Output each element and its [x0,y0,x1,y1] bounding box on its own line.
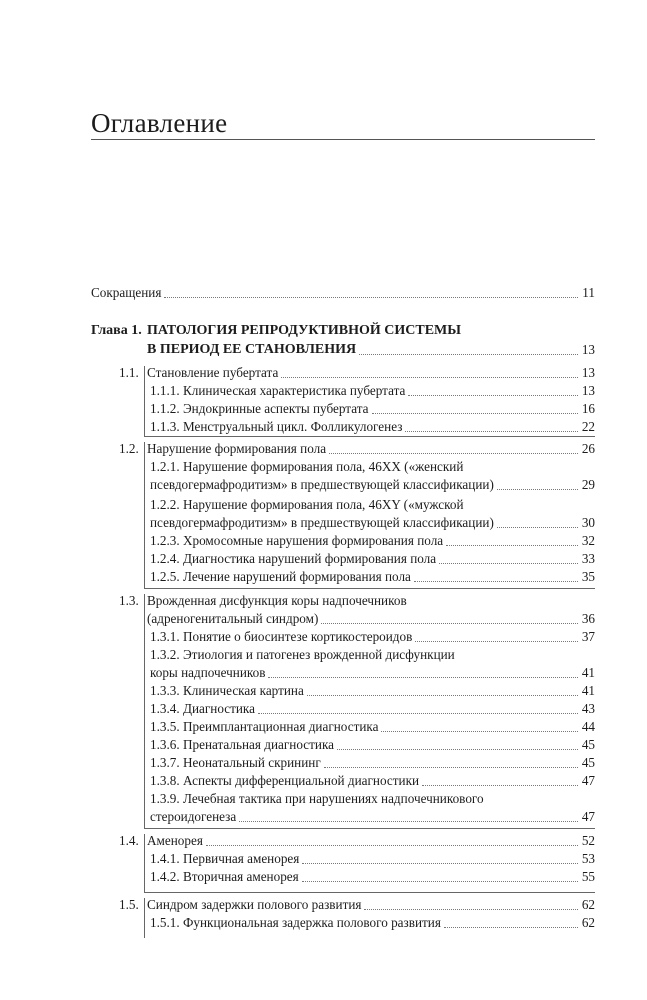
section-bracket-1-1 [144,366,145,436]
toc-entry-1-2-1-line1[interactable] [150,458,463,476]
entry-title: Эндокринные аспекты пубертата [182,401,369,416]
leader-dots [206,845,578,846]
entry-page: 43 [581,701,595,716]
leader-dots [414,581,578,582]
leader-dots [446,545,578,546]
entry-title: Этиология и патогенез врожденной дисфункции [182,647,455,662]
entry-page: 29 [581,477,595,492]
section-number: 1.4. [119,833,139,848]
leader-dots [359,354,578,355]
entry-number: 1.2.1. [150,459,180,474]
entry-number: 1.2.2. [150,497,180,512]
entry-page: 53 [581,851,595,866]
entry-title-continued: (адреногенитальный синдром) [147,611,319,626]
leader-dots [405,431,577,432]
entry-title-continued: коры надпочечников [150,665,266,680]
toc-entry-1-3-6[interactable] [150,736,595,754]
entry-page: 13 [581,342,595,357]
entry-title: Клиническая картина [182,683,304,698]
entry-title: Неонатальный скрининг [182,755,321,770]
entry-title: Сокращения [91,285,162,300]
leader-dots [408,395,577,396]
toc-entry-1-3-line1[interactable]: Врожденная дисфункция коры надпочечников [147,593,407,608]
toc-entry-1-3[interactable] [147,610,595,628]
leader-dots [364,909,577,910]
entry-page: 47 [581,809,595,824]
entry-page: 47 [581,773,595,788]
toc-entry-1-3-7[interactable] [150,754,595,772]
toc-entry-1-4[interactable] [147,832,595,850]
entry-title-continued: псевдогермафродитизм» в предшествующей классификации) [150,477,494,492]
entry-page: 55 [581,869,595,884]
entry-title: Понятие о биосинтезе кортикостероидов [182,629,413,644]
entry-number: 1.5.1. [150,915,180,930]
section-number: 1.1. [119,365,139,380]
leader-dots [321,623,577,624]
toc-entry-1-1[interactable] [147,364,595,382]
entry-page: 37 [581,629,595,644]
entry-number: 1.2.5. [150,569,180,584]
entry-title: Нарушение формирования пола, 46XX («женский [182,459,464,474]
entry-title: Диагностика [182,701,255,716]
section-rule-1-1 [144,436,595,437]
toc-entry-1-2-5[interactable] [150,568,595,586]
entry-title-continued: стероидогенеза [150,809,237,824]
toc-entry-1-2-3[interactable] [150,532,595,550]
toc-entry-1-5[interactable] [147,896,595,914]
entry-title: Первичная аменорея [182,851,300,866]
entry-title: Аменорея [147,833,203,848]
entry-title: Пренатальная диагностика [182,737,335,752]
leader-dots [444,927,578,928]
section-rule-1-4 [144,892,595,893]
entry-number: 1.3.5. [150,719,180,734]
toc-entry-1-2-2[interactable] [150,514,595,532]
leader-dots [422,785,578,786]
section-bracket-1-2 [144,442,145,588]
entry-title: Лечебная тактика при нарушениях надпочечникового [182,791,484,806]
entry-number: 1.3.3. [150,683,180,698]
leader-dots [324,767,578,768]
toc-entry-1-2-2-line1[interactable] [150,496,464,514]
entry-page: 32 [581,533,595,548]
toc-entry-1-3-3[interactable] [150,682,595,700]
toc-entry-1-3-4[interactable] [150,700,595,718]
entry-page: 13 [581,365,595,380]
leader-dots [381,731,577,732]
toc-entry-1-3-8[interactable] [150,772,595,790]
leader-dots [302,881,578,882]
chapter-title-line1[interactable]: ПАТОЛОГИЯ РЕПРОДУКТИВНОЙ СИСТЕМЫ [147,323,461,338]
leader-dots [372,413,578,414]
leader-dots [281,377,578,378]
entry-page: 13 [581,383,595,398]
entry-page: 45 [581,737,595,752]
entry-number: 1.3.6. [150,737,180,752]
chapter-label: Глава 1. [91,323,142,338]
leader-dots [239,821,578,822]
section-bracket-1-5 [144,898,145,938]
leader-dots [164,297,578,298]
section-number: 1.3. [119,593,139,608]
entry-title: Синдром задержки полового развития [147,897,362,912]
toc-entry-1-1-1[interactable] [150,382,595,400]
entry-page: 41 [581,683,595,698]
entry-title-continued: псевдогермафродитизм» в предшествующей классификации) [150,515,494,530]
toc-entry-abbreviations[interactable] [91,284,595,302]
entry-page: 45 [581,755,595,770]
toc-entry-1-3-2[interactable] [150,664,595,682]
toc-entry-1-1-2[interactable] [150,400,595,418]
toc-entry-1-3-1[interactable] [150,628,595,646]
entry-page: 41 [581,665,595,680]
entry-page: 30 [581,515,595,530]
entry-title: Лечение нарушений формирования пола [182,569,411,584]
entry-page: 11 [582,285,595,300]
toc-entry-1-5-1[interactable] [150,914,595,932]
entry-page: 22 [581,419,595,434]
entry-number: 1.1.3. [150,419,180,434]
entry-title: Менструальный цикл. Фолликулогенез [182,419,403,434]
section-rule-1-2 [144,588,595,589]
page-title: Оглавление [91,108,228,138]
toc-entry-1-4-1[interactable] [150,850,595,868]
entry-title: Вторичная аменорея [182,869,299,884]
toc-entry-1-4-2[interactable] [150,868,595,886]
entry-page: 33 [581,551,595,566]
entry-number: 1.1.2. [150,401,180,416]
entry-number: 1.3.2. [150,647,180,662]
entry-number: 1.3.1. [150,629,180,644]
toc-entry-1-3-5[interactable] [150,718,595,736]
entry-title: Нарушение формирования пола [147,441,327,456]
entry-page: 62 [581,897,595,912]
entry-number: 1.3.4. [150,701,180,716]
entry-number: 1.3.8. [150,773,180,788]
entry-title: Хромосомные нарушения формирования пола [182,533,444,548]
toc-entry-1-3-2-line1[interactable] [150,646,455,664]
entry-number: 1.2.3. [150,533,180,548]
toc-entry-1-2-1[interactable] [150,476,595,494]
entry-number: 1.3.7. [150,755,180,770]
entry-title: Аспекты дифференциальной диагностики [182,773,420,788]
leader-dots [497,527,578,528]
leader-dots [268,677,577,678]
section-bracket-1-3 [144,594,145,828]
entry-page: 26 [581,441,595,456]
entry-page: 16 [581,401,595,416]
leader-dots [329,453,578,454]
leader-dots [497,489,578,490]
entry-page: 44 [581,719,595,734]
entry-number: 1.1.1. [150,383,180,398]
leader-dots [337,749,578,750]
entry-title: Клиническая характеристика пубертата [182,383,406,398]
entry-title: Диагностика нарушений формирования пола [182,551,437,566]
leader-dots [258,713,578,714]
entry-page: 62 [581,915,595,930]
chapter-title-line2: В ПЕРИОД ЕЕ СТАНОВЛЕНИЯ [147,342,357,357]
toc-entry-1-2-4[interactable] [150,550,595,568]
section-number: 1.5. [119,897,139,912]
toc-entry-1-3-9-line1[interactable] [150,790,484,808]
entry-number: 1.3.9. [150,791,180,806]
entry-number: 1.4.2. [150,869,180,884]
entry-title: Становление пубертата [147,365,279,380]
leader-dots [307,695,578,696]
entry-title: Функциональная задержка полового развития [182,915,441,930]
entry-page: 36 [581,611,595,626]
entry-title: Нарушение формирования пола, 46XY («мужской [182,497,464,512]
toc-entry-1-1-3[interactable] [150,418,595,436]
toc-entry-chapter-1[interactable] [147,341,595,359]
leader-dots [439,563,578,564]
entry-number: 1.4.1. [150,851,180,866]
section-number: 1.2. [119,441,139,456]
leader-dots [415,641,577,642]
toc-entry-1-2[interactable] [147,440,595,458]
toc-entry-1-3-9[interactable] [150,808,595,826]
section-bracket-1-4 [144,834,145,892]
entry-page: 35 [581,569,595,584]
section-rule-1-3 [144,828,595,829]
leader-dots [302,863,577,864]
entry-number: 1.2.4. [150,551,180,566]
entry-title: Преимплантационная диагностика [182,719,379,734]
entry-page: 52 [581,833,595,848]
